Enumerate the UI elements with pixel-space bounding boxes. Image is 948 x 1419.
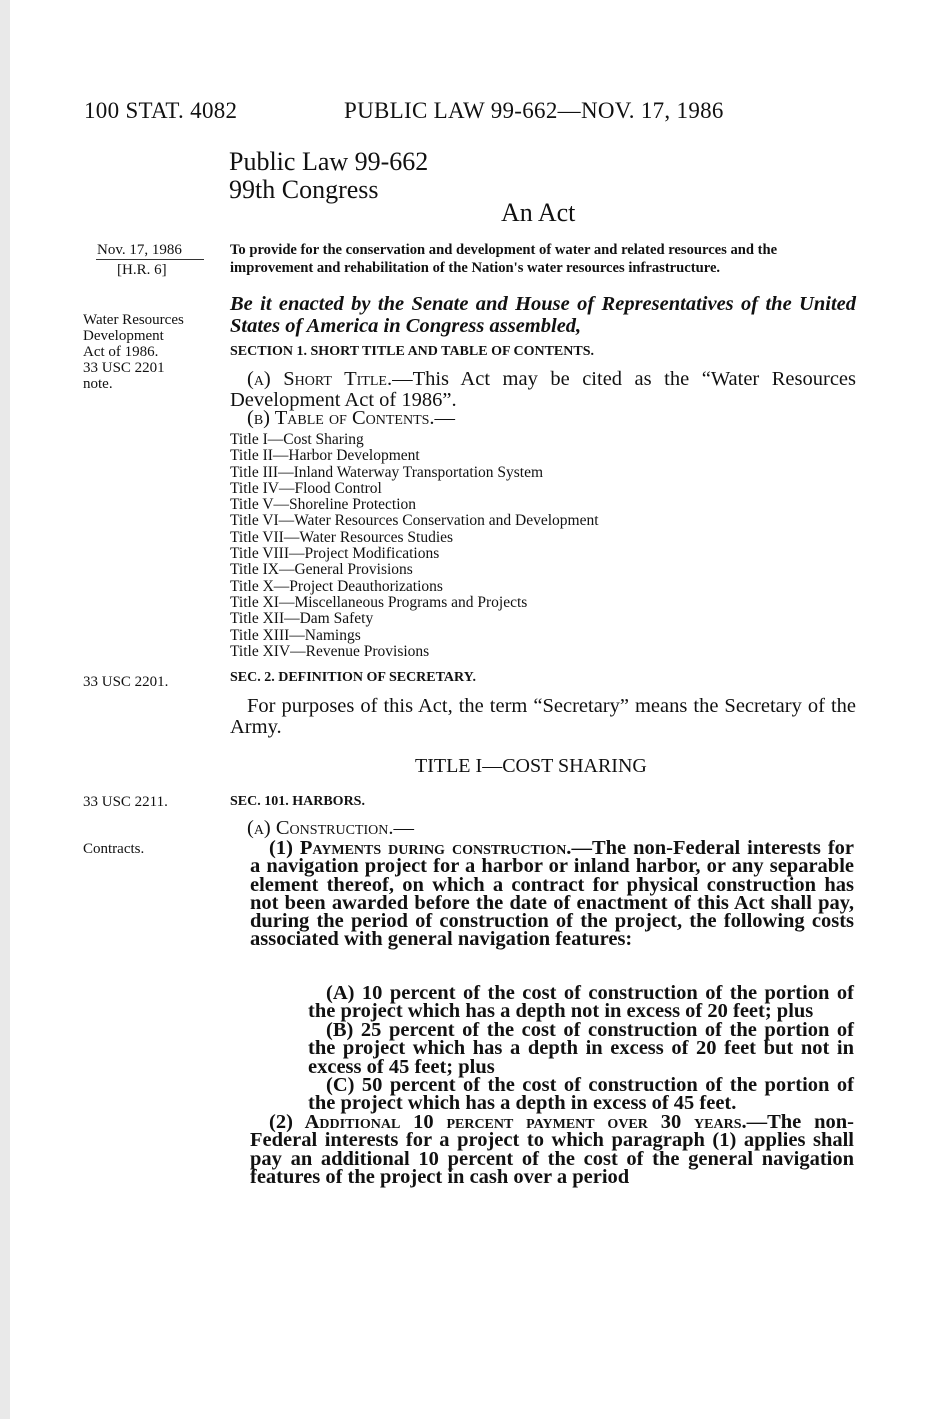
paragraph-1-label: (1) Payments during construction. [269, 837, 572, 859]
margin-sec2-citation: 33 USC 2201. [83, 674, 169, 690]
section1-b-dash: — [434, 407, 456, 429]
margin-bill-number: [H.R. 6] [117, 262, 167, 278]
section101-heading: SEC. 101. HARBORS. [230, 794, 365, 809]
toc-entry: Title XIII—Namings [230, 626, 361, 644]
subparagraph-c [308, 1076, 854, 1113]
toc-entry: Title II—Harbor Development [230, 447, 420, 465]
toc-entry: Title XII—Dam Safety [230, 610, 374, 628]
paragraph-2-label: (2) Additional 10 percent payment over 30 years. [269, 1111, 747, 1133]
margin-contracts-note: Contracts. [83, 841, 145, 857]
paragraph-2 [250, 1113, 854, 1186]
margin-rule [96, 259, 204, 260]
section1-heading: SECTION 1. SHORT TITLE AND TABLE OF CONTENTS. [230, 344, 595, 359]
act-label: An Act [501, 198, 576, 227]
running-title: PUBLIC LAW 99-662—NOV. 17, 1986 [344, 98, 724, 123]
toc-entry: Title VIII—Project Modifications [230, 545, 440, 563]
margin-note-line: Act of 1986. [83, 344, 159, 360]
toc-entry: Title XIV—Revenue Provisions [230, 642, 430, 660]
section2-text: For purposes of this Act, the term “Secretary” means the Secretary of the Army. [230, 695, 856, 738]
toc-entry: Title X—Project Deauthorizations [230, 577, 443, 595]
margin-note-line: 33 USC 2201 [83, 360, 165, 376]
toc-entry: Title III—Inland Waterway Transportation System [230, 463, 544, 481]
section1-a-text: —This Act may be cited as the “Water Resources Development Act of 1986”. [230, 368, 857, 411]
subparagraph-a-text: (A) 10 percent of the cost of construction of the portion of the project which has a depth not in excess of 20 feet; plus [308, 982, 854, 1023]
purpose-statement: To provide for the conservation and development of water and related resources and the improvement and rehabilitation of the Nation's water resources infrastructure. [230, 242, 778, 276]
section2-heading: SEC. 2. DEFINITION OF SECRETARY. [230, 670, 476, 685]
margin-sec101-citation: 33 USC 2211. [83, 794, 168, 810]
section1-toc-intro [247, 408, 873, 429]
section1-b-label: (b) Table of Contents. [247, 407, 435, 429]
margin-date: Nov. 17, 1986 [97, 242, 182, 258]
toc-entry: Title XI—Miscellaneous Programs and Projects [230, 593, 528, 611]
section101-a-heading [247, 818, 547, 839]
section1-a-label: (a) Short Title. [247, 368, 393, 390]
law-number: Public Law 99-662 [229, 147, 429, 176]
toc-entry: Title V—Shoreline Protection [230, 496, 416, 514]
scan-edge [0, 0, 10, 1419]
subparagraph-b-text: (B) 25 percent of the cost of construction of the portion of the project which has a depth in excess of 20 feet but not in excess of 45 feet; plus [308, 1019, 854, 1078]
toc-entry: Title VI—Water Resources Conservation and Development [230, 512, 599, 530]
toc-entry: Title I—Cost Sharing [230, 431, 364, 448]
section1-short-title [230, 369, 856, 410]
margin-note-line: Development [83, 328, 164, 344]
margin-note-line: note. [83, 376, 113, 392]
law-title-block [229, 148, 428, 204]
paragraph-2-text: —The non-Federal interests for a project to which paragraph (1) applies shall pay an additional 10 percent of the cost of the general navigation features of the project in cash over a period [250, 1111, 854, 1188]
section101-a-dash: — [393, 817, 414, 839]
page-reference: 100 STAT. 4082 [84, 98, 238, 123]
margin-short-title-note [83, 312, 184, 392]
subparagraph-a [308, 984, 854, 1021]
toc-entry: Title VII—Water Resources Studies [230, 528, 454, 546]
paragraph-1-text: —The non-Federal interests for a navigation project for a harbor or inland harbor, or any separable element thereof, on which a contract for physical construction has not been awarded before the date of enactment of this Act shall pay, during the period of construction of the project, the following costs associated with general navigation features: [250, 837, 854, 951]
title1-heading: TITLE I—COST SHARING [415, 755, 647, 777]
paragraph-1 [250, 839, 854, 949]
congress-label: 99th Congress [229, 175, 379, 204]
subparagraph-c-text: (C) 50 percent of the cost of construction of the portion of the project which has a depth in excess of 45 feet. [308, 1074, 854, 1115]
subparagraph-b [308, 1021, 854, 1076]
toc-entry: Title IX—General Provisions [230, 561, 413, 579]
enacting-clause: Be it enacted by the Senate and House of Representatives of the United States of America in Congress assembled, [230, 293, 856, 337]
toc-entry: Title IV—Flood Control [230, 479, 382, 497]
table-of-contents [230, 432, 599, 660]
margin-note-line: Water Resources [83, 312, 184, 328]
section101-a-label: (a) Construction. [247, 817, 394, 839]
